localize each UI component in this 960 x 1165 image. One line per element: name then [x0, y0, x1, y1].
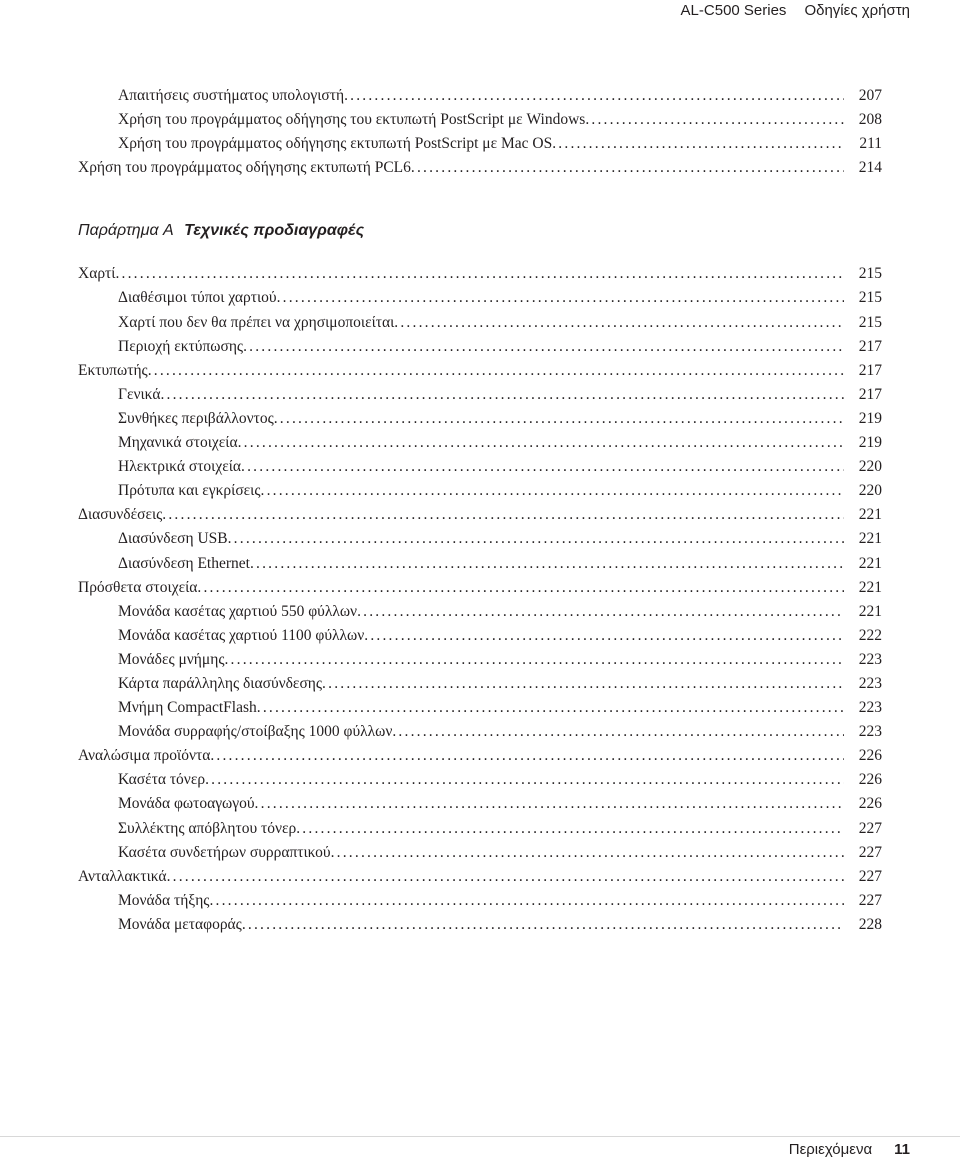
toc-entry[interactable] — [0, 156, 960, 180]
toc-entry-title: Χρήση του προγράμματος οδήγησης εκτυπωτή PCL6 — [78, 159, 411, 177]
toc-entry-title: Κασέτα τόνερ — [118, 771, 206, 789]
toc-entry-title: Εκτυπωτής — [78, 361, 148, 379]
toc-entry-page: 220 — [858, 482, 882, 500]
toc-entry[interactable] — [0, 792, 960, 816]
toc-entry-page: 215 — [858, 313, 882, 331]
toc-entry-title: Μηχανικά στοιχεία — [118, 434, 238, 452]
toc-entry-title: Συλλέκτης απόβλητου τόνερ — [118, 819, 297, 837]
dot-leader — [210, 744, 844, 768]
toc-entry-title: Ανταλλακτικά — [78, 867, 167, 885]
toc-entry-title: Μονάδα φωτοαγωγού — [118, 795, 255, 813]
toc-entry[interactable] — [0, 841, 960, 865]
toc-entry-title: Πρόσθετα στοιχεία — [78, 578, 198, 596]
footer-section-name: Περιεχόμενα — [788, 1141, 873, 1158]
toc-entry-title: Αναλώσιμα προϊόντα — [78, 747, 211, 765]
dot-leader — [242, 913, 844, 937]
toc-entry-title: Διασυνδέσεις — [78, 506, 163, 524]
toc-entry[interactable] — [0, 817, 960, 841]
dot-leader — [261, 479, 845, 503]
toc-appendix-section — [0, 262, 960, 937]
toc-entry-title: Διασύνδεση USB — [118, 530, 228, 548]
toc-entry-page: 223 — [858, 699, 882, 717]
toc-entry-title: Μονάδα κασέτας χαρτιού 1100 φύλλων — [118, 626, 365, 644]
toc-entry-page: 217 — [858, 385, 882, 403]
toc-entry[interactable] — [0, 672, 960, 696]
dot-leader — [394, 311, 844, 335]
table-of-contents — [0, 84, 960, 937]
toc-entry-page: 215 — [858, 289, 882, 307]
toc-entry[interactable] — [0, 720, 960, 744]
toc-entry[interactable] — [0, 624, 960, 648]
toc-entry[interactable] — [0, 335, 960, 359]
dot-leader — [296, 817, 844, 841]
appendix-heading — [0, 218, 960, 248]
toc-entry-title: Μονάδα κασέτας χαρτιού 550 φύλλων — [118, 602, 358, 620]
toc-entry-page: 221 — [858, 578, 882, 596]
toc-entry[interactable] — [0, 503, 960, 527]
toc-entry-title: Μονάδα τήξης — [118, 891, 210, 909]
dot-leader — [209, 889, 844, 913]
toc-entry-page: 226 — [858, 795, 882, 813]
toc-entry[interactable] — [0, 527, 960, 551]
toc-entry-page: 219 — [858, 434, 882, 452]
toc-entry-title: Πρότυπα και εγκρίσεις — [118, 482, 261, 500]
toc-top-section — [0, 84, 960, 180]
toc-entry-page: 223 — [858, 674, 882, 692]
toc-entry-page: 215 — [858, 265, 882, 283]
toc-entry[interactable] — [0, 576, 960, 600]
dot-leader — [238, 431, 844, 455]
toc-entry-title: Μονάδα συρραφής/στοίβαξης 1000 φύλλων — [118, 723, 393, 741]
dot-leader — [357, 600, 844, 624]
toc-entry-title: Διασύνδεση Ethernet — [118, 554, 250, 572]
toc-entry-page: 227 — [858, 843, 882, 861]
toc-entry-title: Συνθήκες περιβάλλοντος — [118, 409, 274, 427]
dot-leader — [243, 335, 844, 359]
toc-entry-page: 219 — [858, 409, 882, 427]
toc-entry-title: Απαιτήσεις συστήματος υπολογιστή — [118, 87, 345, 104]
dot-leader — [585, 108, 844, 132]
dot-leader — [197, 576, 844, 600]
dot-leader — [241, 455, 844, 479]
toc-entry[interactable] — [0, 359, 960, 383]
toc-entry[interactable] — [0, 84, 960, 108]
dot-leader — [162, 503, 844, 527]
toc-entry-page: 221 — [858, 530, 882, 548]
dot-leader — [411, 156, 844, 180]
toc-entry-title: Μονάδα μεταφοράς — [118, 915, 242, 933]
dot-leader — [274, 407, 844, 431]
toc-entry[interactable] — [0, 648, 960, 672]
toc-entry-title: Κάρτα παράλληλης διασύνδεσης — [118, 674, 323, 692]
toc-entry[interactable] — [0, 744, 960, 768]
footer-page-number: 11 — [894, 1141, 910, 1158]
toc-entry[interactable] — [0, 913, 960, 937]
toc-entry-title: Διαθέσιμοι τύποι χαρτιού — [118, 289, 277, 307]
toc-entry[interactable] — [0, 552, 960, 576]
toc-entry[interactable] — [0, 311, 960, 335]
toc-entry-page: 220 — [858, 458, 882, 476]
toc-entry[interactable] — [0, 132, 960, 156]
toc-entry-page: 221 — [858, 506, 882, 524]
dot-leader — [224, 648, 844, 672]
product-name: AL-C500 Series — [680, 2, 787, 19]
toc-entry-page: 226 — [858, 747, 882, 765]
toc-entry-title: Ηλεκτρικά στοιχεία — [118, 458, 242, 476]
toc-entry-title: Χρήση του προγράμματος οδήγησης του εκτυπωτή PostScript με Windows — [118, 111, 586, 129]
dot-leader — [228, 527, 844, 551]
toc-entry[interactable] — [0, 431, 960, 455]
dot-leader — [255, 792, 844, 816]
appendix-label: Παράρτημα A — [78, 222, 174, 240]
toc-entry-page: 223 — [858, 723, 882, 741]
dot-leader — [364, 624, 844, 648]
toc-entry-page: 207 — [858, 87, 882, 104]
toc-entry-page: 226 — [858, 771, 882, 789]
toc-entry-page: 214 — [858, 159, 882, 177]
toc-entry-page: 228 — [858, 915, 882, 933]
toc-entry[interactable] — [0, 600, 960, 624]
toc-entry-page: 227 — [858, 867, 882, 885]
dot-leader — [148, 359, 844, 383]
toc-entry[interactable] — [0, 696, 960, 720]
toc-entry-page: 217 — [858, 337, 882, 355]
page-header — [681, 0, 910, 24]
toc-entry[interactable] — [0, 108, 960, 132]
toc-entry[interactable] — [0, 383, 960, 407]
toc-entry[interactable] — [0, 262, 960, 286]
dot-leader — [344, 84, 844, 108]
dot-leader — [115, 262, 844, 286]
guide-title: Οδηγίες χρήστη — [804, 2, 910, 19]
toc-entry[interactable] — [0, 286, 960, 310]
toc-entry-title: Χαρτί που δεν θα πρέπει να χρησιμοποιείται — [118, 313, 395, 331]
toc-entry-page: 221 — [858, 554, 882, 572]
dot-leader — [160, 383, 844, 407]
page-footer — [789, 1138, 910, 1162]
toc-entry-page: 227 — [858, 819, 882, 837]
toc-entry-title: Κασέτα συνδετήρων συρραπτικού — [118, 843, 331, 861]
toc-entry-title: Χαρτί — [78, 265, 116, 283]
toc-entry-page: 208 — [858, 111, 882, 129]
toc-entry[interactable] — [0, 407, 960, 431]
dot-leader — [205, 768, 844, 792]
toc-entry-page: 217 — [858, 361, 882, 379]
dot-leader — [250, 552, 844, 576]
toc-entry-title: Μνήμη CompactFlash — [118, 699, 257, 717]
toc-entry-title: Περιοχή εκτύπωσης — [118, 337, 244, 355]
toc-entry[interactable] — [0, 479, 960, 503]
dot-leader — [552, 132, 844, 156]
toc-entry-page: 223 — [858, 650, 882, 668]
toc-entry[interactable] — [0, 455, 960, 479]
toc-entry-page: 222 — [858, 626, 882, 644]
dot-leader — [322, 672, 844, 696]
toc-entry[interactable] — [0, 865, 960, 889]
dot-leader — [257, 696, 844, 720]
footer-divider — [0, 1136, 960, 1137]
dot-leader — [277, 286, 844, 310]
toc-entry-title: Χρήση του προγράμματος οδήγησης εκτυπωτή PostScript με Mac OS — [118, 135, 553, 153]
toc-entry-title: Μονάδες μνήμης — [118, 650, 225, 668]
toc-entry-page: 221 — [858, 602, 882, 620]
dot-leader — [331, 841, 844, 865]
dot-leader — [392, 720, 844, 744]
toc-entry-page: 227 — [858, 891, 882, 909]
toc-entry-title: Γενικά — [118, 385, 161, 403]
toc-entry[interactable] — [0, 768, 960, 792]
dot-leader — [167, 865, 844, 889]
toc-entry[interactable] — [0, 889, 960, 913]
toc-entry-page: 211 — [859, 135, 882, 153]
appendix-title: Τεχνικές προδιαγραφές — [184, 222, 365, 240]
